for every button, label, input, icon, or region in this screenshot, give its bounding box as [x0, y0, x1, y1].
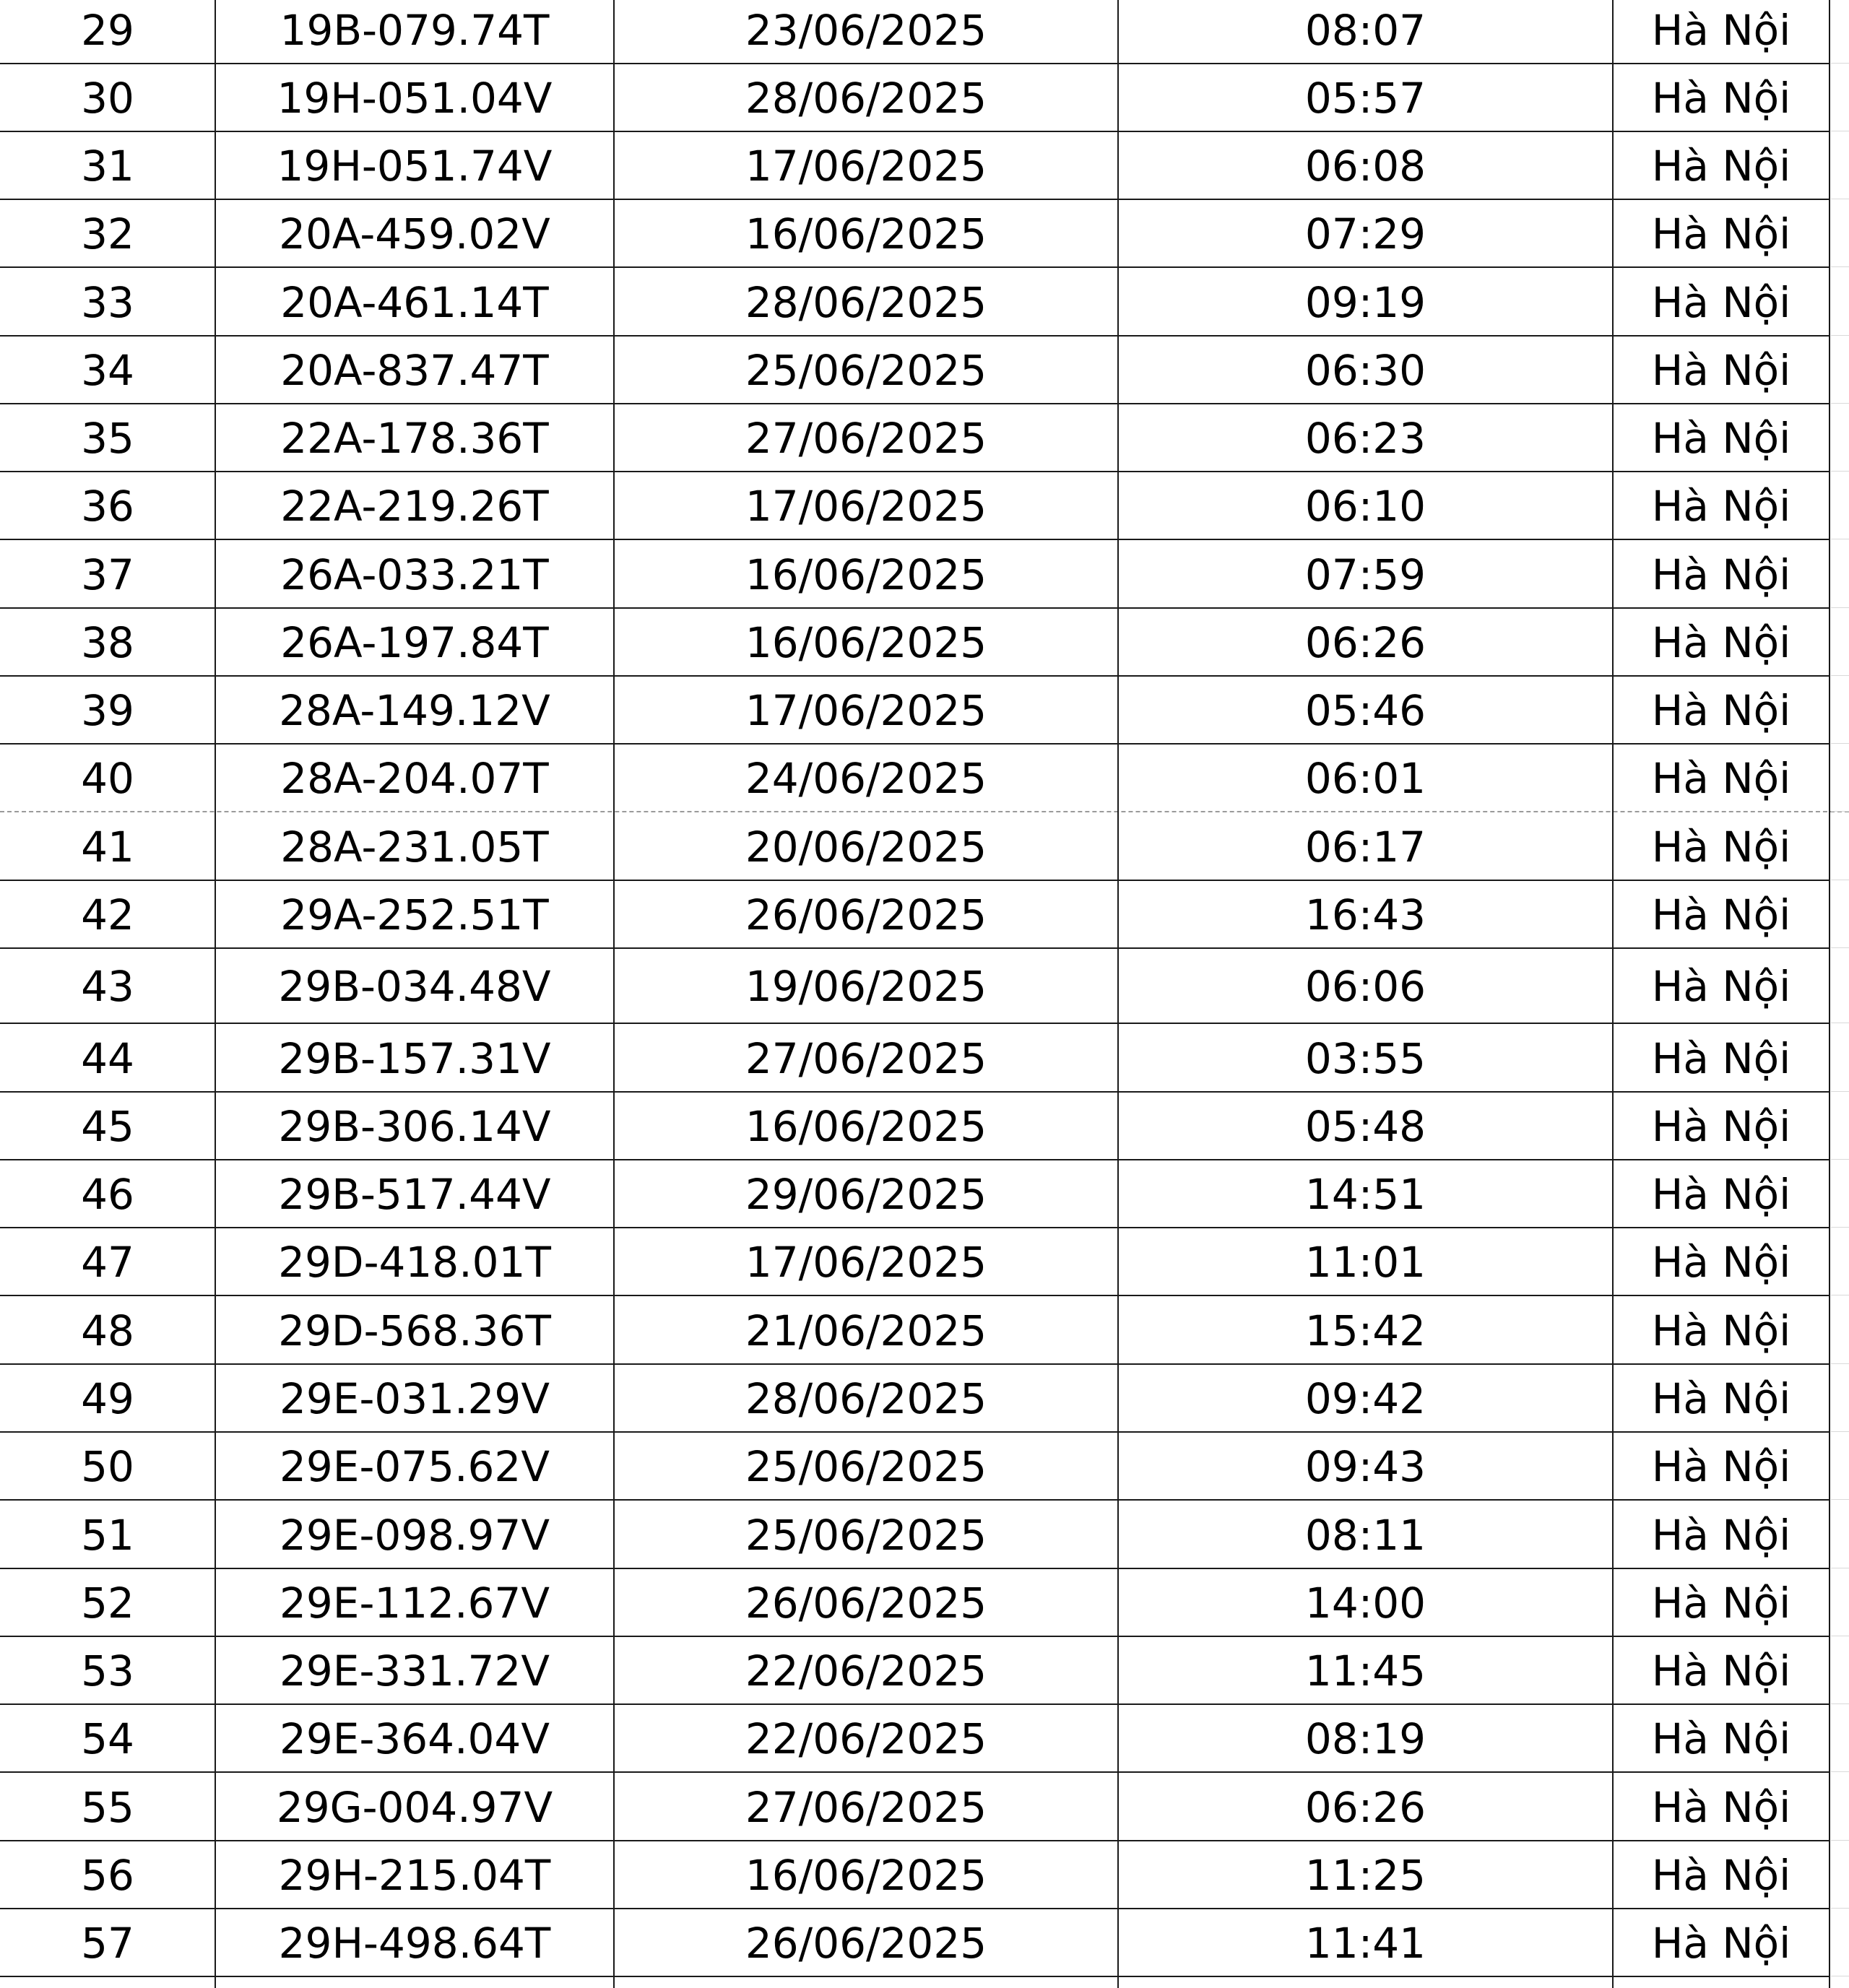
cell-city[interactable]: Hà Nội: [1651, 1851, 1791, 1900]
table-row: [0, 131, 1849, 199]
cell-time[interactable]: 14:51: [1304, 1170, 1426, 1219]
table-row: [0, 1841, 1849, 1909]
cell-plate[interactable]: 19H-051.04V: [277, 74, 553, 123]
row-border: [0, 1976, 1829, 1977]
table-row: [0, 1500, 1849, 1568]
cell-stt[interactable]: 29: [81, 6, 134, 55]
cell-time[interactable]: 11:45: [1304, 1646, 1426, 1696]
cell-time[interactable]: 08:19: [1304, 1714, 1426, 1763]
cell-city[interactable]: Hà Nội: [1651, 822, 1791, 872]
cell-city[interactable]: Hà Nội: [1651, 346, 1791, 395]
cell-time[interactable]: 05:57: [1304, 74, 1426, 123]
cell-stt[interactable]: 55: [81, 1782, 134, 1832]
cell-plate[interactable]: 29E-364.04V: [280, 1714, 550, 1763]
cell-time[interactable]: 14:00: [1304, 1579, 1426, 1628]
cell-stt[interactable]: 30: [81, 74, 134, 123]
cell-stt[interactable]: 48: [81, 1306, 134, 1355]
cell-date[interactable]: 17/06/2025: [745, 482, 987, 531]
row-border: [0, 1363, 1829, 1365]
cell-city[interactable]: Hà Nội: [1651, 1102, 1791, 1151]
cell-plate[interactable]: 28A-149.12V: [279, 686, 550, 735]
row-border: [0, 947, 1829, 949]
gridline: [1831, 1771, 1849, 1772]
row-border: [0, 1908, 1829, 1909]
cell-city[interactable]: Hà Nội: [1651, 550, 1791, 599]
cell-date[interactable]: 16/06/2025: [745, 618, 987, 667]
cell-stt[interactable]: 33: [81, 277, 134, 327]
table-row: [0, 948, 1849, 1023]
cell-date[interactable]: 25/06/2025: [745, 1510, 987, 1560]
cell-date[interactable]: 17/06/2025: [745, 1238, 987, 1287]
table-row: [0, 880, 1849, 948]
cell-plate[interactable]: 29E-098.97V: [280, 1510, 550, 1560]
gridline: [1831, 947, 1849, 948]
row-border: [0, 743, 1829, 745]
cell-plate[interactable]: 28A-204.07T: [280, 754, 549, 803]
row-border: [0, 266, 1829, 268]
gridline: [1831, 335, 1849, 336]
row-border: [0, 539, 1829, 540]
cell-city[interactable]: Hà Nội: [1651, 209, 1791, 259]
table-row: [0, 1228, 1849, 1295]
cell-date[interactable]: 24/06/2025: [745, 754, 987, 803]
cell-plate[interactable]: 29E-075.62V: [280, 1442, 550, 1491]
cell-date[interactable]: 17/06/2025: [745, 686, 987, 735]
row-border: [0, 1771, 1829, 1773]
gridline: [1831, 471, 1849, 472]
gridline: [1831, 675, 1849, 676]
cell-plate[interactable]: 20A-461.14T: [280, 277, 549, 327]
cell-city[interactable]: Hà Nội: [1651, 686, 1791, 735]
cell-stt[interactable]: 34: [81, 346, 134, 395]
table-row: [0, 336, 1849, 404]
table-row: [0, 744, 1849, 812]
table-row: [0, 1909, 1849, 1976]
cell-stt[interactable]: 49: [81, 1374, 134, 1423]
cell-stt[interactable]: 56: [81, 1851, 134, 1900]
column-border: [613, 0, 615, 1988]
table-row: [0, 1092, 1849, 1160]
column-border: [1117, 0, 1119, 1988]
gridline: [1831, 1431, 1849, 1432]
cell-stt[interactable]: 51: [81, 1510, 134, 1560]
table-row: [0, 0, 1849, 64]
cell-plate[interactable]: 29E-112.67V: [280, 1579, 550, 1628]
cell-city[interactable]: Hà Nội: [1651, 74, 1791, 123]
table-row: [0, 676, 1849, 744]
cell-stt[interactable]: 31: [81, 142, 134, 191]
cell-time[interactable]: 15:42: [1304, 1306, 1426, 1355]
cell-plate[interactable]: 29H-215.04T: [278, 1851, 551, 1900]
cell-time[interactable]: 08:07: [1304, 6, 1426, 55]
cell-city[interactable]: Hà Nội: [1651, 618, 1791, 667]
cell-time[interactable]: 06:17: [1304, 822, 1426, 872]
cell-stt[interactable]: 47: [81, 1238, 134, 1287]
cell-stt[interactable]: 52: [81, 1579, 134, 1628]
cell-city[interactable]: Hà Nội: [1651, 1919, 1791, 1968]
row-border: [0, 1568, 1829, 1569]
cell-city[interactable]: Hà Nội: [1651, 890, 1791, 939]
cell-time[interactable]: 05:46: [1304, 686, 1426, 735]
cell-time[interactable]: 03:55: [1304, 1033, 1426, 1083]
cell-date[interactable]: 16/06/2025: [745, 1851, 987, 1900]
cell-stt[interactable]: 37: [81, 550, 134, 599]
cell-stt[interactable]: 54: [81, 1714, 134, 1763]
gridline: [1831, 1908, 1849, 1909]
cell-city[interactable]: Hà Nội: [1651, 962, 1791, 1011]
cell-stt[interactable]: 35: [81, 414, 134, 463]
cell-time[interactable]: 06:26: [1304, 618, 1426, 667]
cell-plate[interactable]: 29G-004.97V: [276, 1782, 553, 1832]
cell-time[interactable]: 06:06: [1304, 962, 1426, 1011]
cell-date[interactable]: 28/06/2025: [745, 1374, 987, 1423]
gridline: [1831, 1840, 1849, 1841]
cell-date[interactable]: 26/06/2025: [745, 1919, 987, 1968]
cell-plate[interactable]: 20A-837.47T: [280, 346, 549, 395]
cell-date[interactable]: 17/06/2025: [745, 142, 987, 191]
cell-city[interactable]: Hà Nội: [1651, 1646, 1791, 1696]
table-row: [0, 539, 1849, 608]
cell-date[interactable]: 29/06/2025: [745, 1170, 987, 1219]
cell-time[interactable]: 11:41: [1304, 1919, 1426, 1968]
cell-plate[interactable]: 20A-459.02V: [279, 209, 550, 259]
cell-city[interactable]: Hà Nội: [1651, 6, 1791, 55]
cell-plate[interactable]: 29E-031.29V: [280, 1374, 550, 1423]
column-border: [215, 0, 216, 1988]
row-border: [0, 1499, 1829, 1501]
cell-stt[interactable]: 41: [81, 822, 134, 872]
cell-city[interactable]: Hà Nội: [1651, 1033, 1791, 1083]
table-row: [0, 267, 1849, 336]
table-row: [0, 1160, 1849, 1228]
cell-city[interactable]: Hà Nội: [1651, 1579, 1791, 1628]
cell-date[interactable]: 27/06/2025: [745, 414, 987, 463]
table-row: [0, 1432, 1849, 1500]
cell-plate[interactable]: 29D-418.01T: [278, 1238, 551, 1287]
gridline: [1831, 1703, 1849, 1704]
table-row: [0, 199, 1849, 267]
table-row: [0, 472, 1849, 539]
cell-city[interactable]: Hà Nội: [1651, 277, 1791, 327]
row-border: [0, 1091, 1829, 1093]
cell-date[interactable]: 28/06/2025: [745, 277, 987, 327]
cell-time[interactable]: 11:25: [1304, 1851, 1426, 1900]
row-border: [0, 1227, 1829, 1228]
cell-time[interactable]: 06:30: [1304, 346, 1426, 395]
cell-plate[interactable]: 29A-252.51T: [280, 890, 549, 939]
cell-time[interactable]: 06:26: [1304, 1782, 1426, 1832]
cell-time[interactable]: 05:48: [1304, 1102, 1426, 1151]
cell-time[interactable]: 06:08: [1304, 142, 1426, 191]
cell-city[interactable]: Hà Nội: [1651, 482, 1791, 531]
cell-plate[interactable]: 26A-033.21T: [280, 550, 549, 599]
cell-date[interactable]: 22/06/2025: [745, 1714, 987, 1763]
cell-time[interactable]: 06:01: [1304, 754, 1426, 803]
column-border: [1829, 0, 1830, 1988]
gridline: [1831, 1499, 1849, 1500]
table-row: [0, 812, 1849, 880]
gridline: [1831, 1363, 1849, 1364]
cell-city[interactable]: Hà Nội: [1651, 1374, 1791, 1423]
cell-date[interactable]: 20/06/2025: [745, 822, 987, 872]
gridline: [1831, 63, 1849, 64]
cell-time[interactable]: 09:43: [1304, 1442, 1426, 1491]
table-row: [0, 1704, 1849, 1772]
cell-city[interactable]: Hà Nội: [1651, 1510, 1791, 1560]
cell-date[interactable]: 27/06/2025: [745, 1782, 987, 1832]
row-border: [0, 607, 1829, 609]
cell-time[interactable]: 09:19: [1304, 277, 1426, 327]
gridline: [1831, 403, 1849, 404]
cell-city[interactable]: Hà Nội: [1651, 1714, 1791, 1763]
row-border: [0, 471, 1829, 472]
cell-date[interactable]: 28/06/2025: [745, 74, 987, 123]
table-row: [0, 608, 1849, 676]
row-border: [0, 1636, 1829, 1637]
cell-stt[interactable]: 32: [81, 209, 134, 259]
cell-stt[interactable]: 44: [81, 1033, 134, 1083]
cell-stt[interactable]: 39: [81, 686, 134, 735]
cell-plate[interactable]: 29B-306.14V: [278, 1102, 551, 1151]
cell-plate[interactable]: 26A-197.84T: [280, 618, 549, 667]
table-row: [0, 404, 1849, 472]
table-row: [0, 1023, 1849, 1092]
cell-plate[interactable]: 29B-517.44V: [278, 1170, 551, 1219]
cell-date[interactable]: 16/06/2025: [745, 550, 987, 599]
cell-city[interactable]: Hà Nội: [1651, 754, 1791, 803]
cell-stt[interactable]: 50: [81, 1442, 134, 1491]
cell-stt[interactable]: 36: [81, 482, 134, 531]
cell-date[interactable]: 25/06/2025: [745, 346, 987, 395]
cell-time[interactable]: 08:11: [1304, 1510, 1426, 1560]
row-border: [0, 335, 1829, 337]
row-border: [0, 675, 1829, 677]
cell-plate[interactable]: 29E-331.72V: [280, 1646, 550, 1696]
cell-date[interactable]: 23/06/2025: [745, 6, 987, 55]
gridline: [1831, 266, 1849, 267]
page-break-line: [0, 811, 1849, 812]
cell-plate[interactable]: 28A-231.05T: [280, 822, 549, 872]
row-border: [0, 199, 1829, 200]
row-border: [0, 403, 1829, 404]
row-border: [0, 1431, 1829, 1433]
row-border: [0, 880, 1829, 881]
table-row: [0, 1568, 1849, 1636]
cell-date[interactable]: 21/06/2025: [745, 1306, 987, 1355]
cell-city[interactable]: Hà Nội: [1651, 414, 1791, 463]
cell-city[interactable]: Hà Nội: [1651, 1306, 1791, 1355]
cell-stt[interactable]: 53: [81, 1646, 134, 1696]
cell-stt[interactable]: 38: [81, 618, 134, 667]
row-border: [0, 1023, 1829, 1024]
cell-stt[interactable]: 57: [81, 1919, 134, 1968]
cell-stt[interactable]: 40: [81, 754, 134, 803]
cell-time[interactable]: 07:29: [1304, 209, 1426, 259]
table-row: [0, 1772, 1849, 1841]
cell-plate[interactable]: 19H-051.74V: [277, 142, 553, 191]
cell-date[interactable]: 26/06/2025: [745, 1579, 987, 1628]
cell-stt[interactable]: 45: [81, 1102, 134, 1151]
cell-date[interactable]: 19/06/2025: [745, 962, 987, 1011]
cell-plate[interactable]: 29D-568.36T: [278, 1306, 551, 1355]
cell-stt[interactable]: 43: [81, 962, 134, 1011]
gridline: [1831, 743, 1849, 744]
cell-plate[interactable]: 29B-157.31V: [278, 1033, 551, 1083]
cell-date[interactable]: 25/06/2025: [745, 1442, 987, 1491]
cell-city[interactable]: Hà Nội: [1651, 1238, 1791, 1287]
gridline: [1831, 811, 1849, 812]
cell-time[interactable]: 16:43: [1304, 890, 1426, 939]
cell-stt[interactable]: 42: [81, 890, 134, 939]
cell-time[interactable]: 11:01: [1304, 1238, 1426, 1287]
table-row: [0, 64, 1849, 131]
row-border: [0, 1295, 1829, 1296]
cell-plate[interactable]: 22A-219.26T: [280, 482, 549, 531]
cell-plate[interactable]: 22A-178.36T: [280, 414, 549, 463]
row-border: [0, 1840, 1829, 1841]
cell-city[interactable]: Hà Nội: [1651, 1782, 1791, 1832]
cell-time[interactable]: 06:23: [1304, 414, 1426, 463]
cell-date[interactable]: 26/06/2025: [745, 890, 987, 939]
cell-plate[interactable]: 29H-498.64T: [278, 1919, 551, 1968]
table-row: [0, 1295, 1849, 1364]
cell-time[interactable]: 06:10: [1304, 482, 1426, 531]
cell-date[interactable]: 27/06/2025: [745, 1033, 987, 1083]
gridline: [1831, 607, 1849, 608]
row-border: [0, 1159, 1829, 1160]
gridline: [1831, 1227, 1849, 1228]
row-border: [0, 131, 1829, 132]
cell-stt[interactable]: 46: [81, 1170, 134, 1219]
table-row: [0, 1364, 1849, 1432]
cell-time[interactable]: 09:42: [1304, 1374, 1426, 1423]
row-border: [0, 63, 1829, 64]
cell-plate[interactable]: 29B-034.48V: [278, 962, 551, 1011]
column-border: [1612, 0, 1614, 1988]
cell-city[interactable]: Hà Nội: [1651, 1442, 1791, 1491]
cell-time[interactable]: 07:59: [1304, 550, 1426, 599]
cell-plate[interactable]: 19B-079.74T: [280, 6, 550, 55]
table-row: [0, 1636, 1849, 1704]
cell-date[interactable]: 16/06/2025: [745, 1102, 987, 1151]
gridline: [1831, 1091, 1849, 1092]
cell-city[interactable]: Hà Nội: [1651, 1170, 1791, 1219]
cell-city[interactable]: Hà Nội: [1651, 142, 1791, 191]
row-border: [0, 1703, 1829, 1705]
cell-date[interactable]: 16/06/2025: [745, 209, 987, 259]
cell-date[interactable]: 22/06/2025: [745, 1646, 987, 1696]
gridline: [1831, 1159, 1849, 1160]
